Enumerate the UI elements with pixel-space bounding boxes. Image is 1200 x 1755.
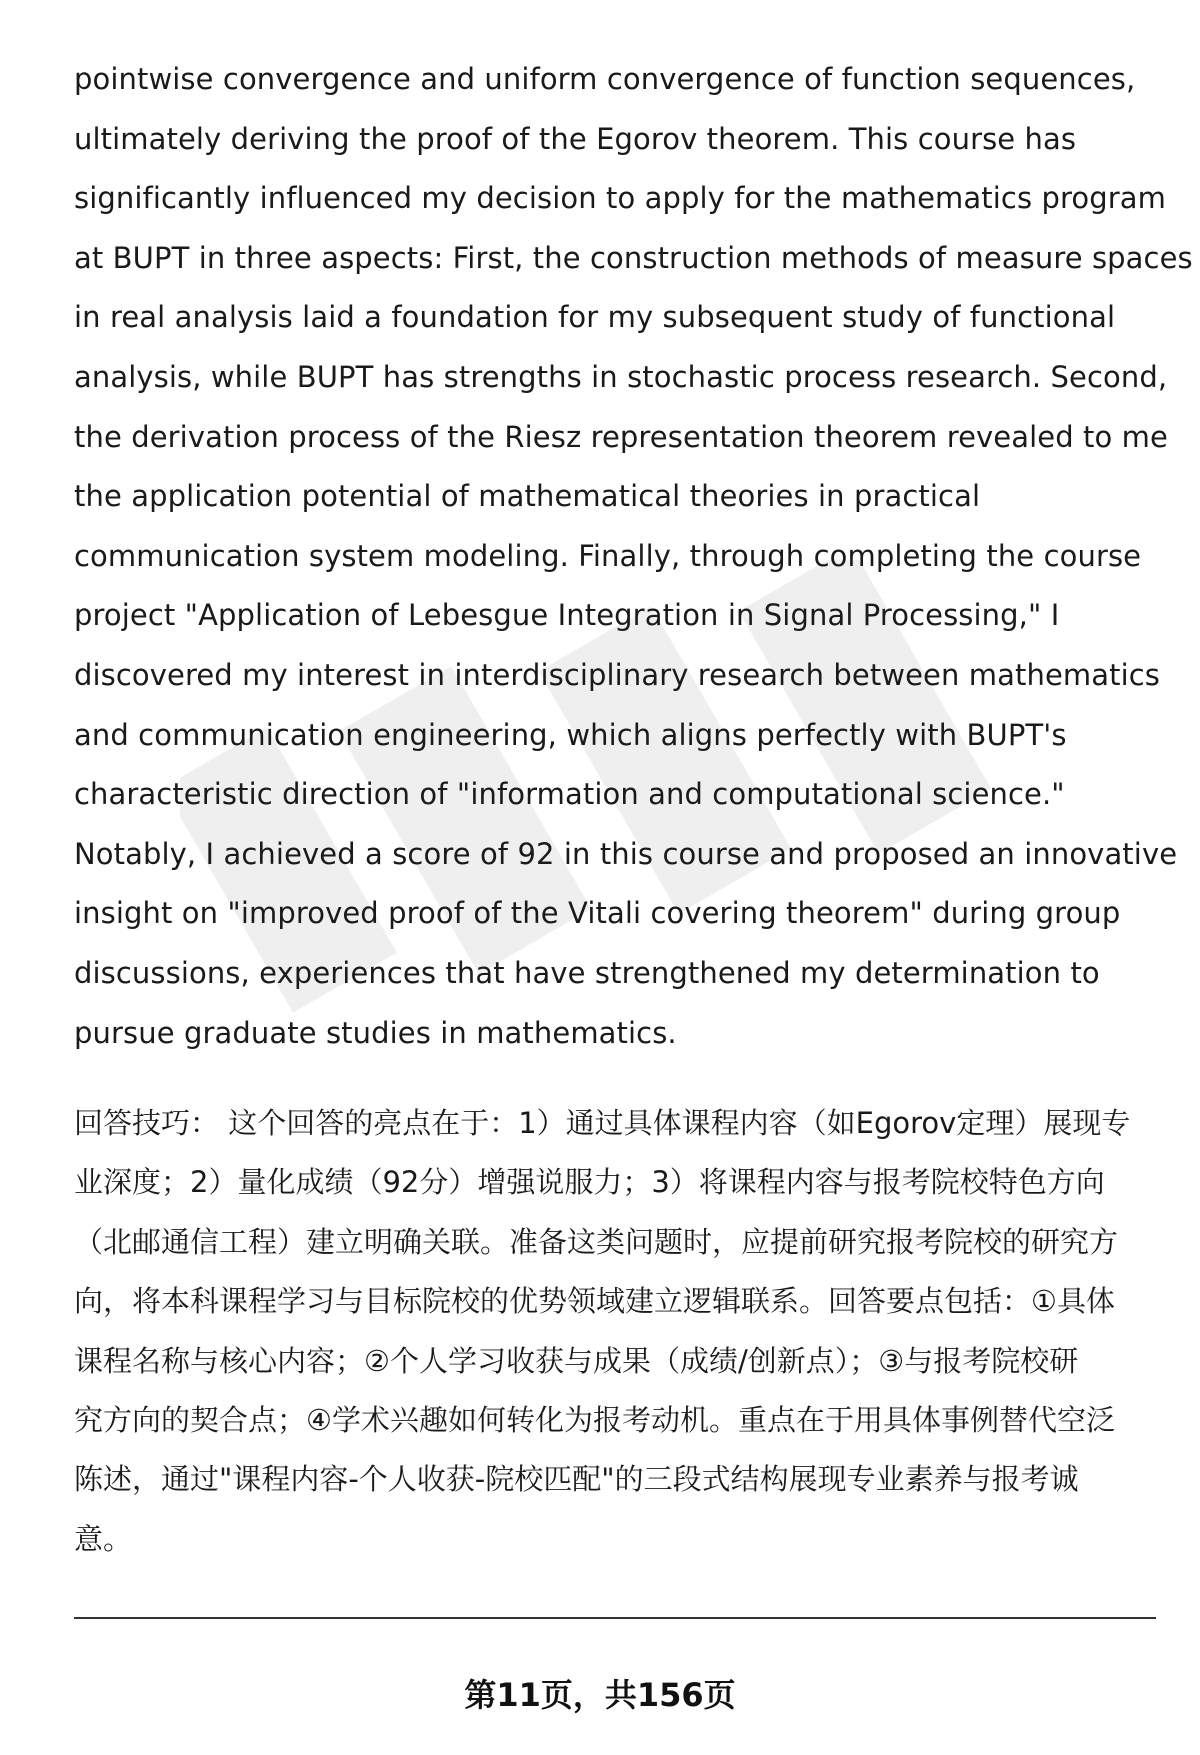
answer-line: pointwise convergence and uniform convergence of function sequences, [74,62,1136,96]
answer-line: the application potential of mathematical theories in practical [74,479,981,514]
tips-line: 究方向的契合点；④学术兴趣如何转化为报考动机。重点在于用具体事例替代空泛 [74,1403,1115,1438]
answer-line: insight on "improved proof of the Vitali covering theorem" during group [74,896,1121,931]
answer-line: significantly influenced my decision to apply for the mathematics program [74,181,1166,216]
answer-line: the derivation process of the Riesz representation theorem revealed to me [74,419,1168,454]
answer-paragraph [74,50,1193,1063]
answer-line: pursue graduate studies in mathematics. [74,1015,677,1050]
answer-line: discussions, experiences that have strengthened my determination to [74,955,1100,990]
footer-divider [74,1617,1156,1619]
tips-line: 陈述，通过"课程内容-个人收获-院校匹配"的三段式结构展现专业素养与报考诚 [74,1462,1079,1497]
tips-line: 回答技巧： 这个回答的亮点在于：1）通过具体课程内容（如Egorov定理）展现专 [74,1106,1131,1140]
answer-line: discovered my interest in interdisciplinary research between mathematics [74,657,1161,692]
page-number: 第11页，共156页 [464,1676,736,1714]
answer-line: project "Application of Lebesgue Integration in Signal Processing," I [74,598,1060,633]
answer-line: at BUPT in three aspects: First, the construction methods of measure spaces [74,240,1193,275]
answer-line: characteristic direction of "information and computational science." [74,777,1065,812]
tips-line: （北邮通信工程）建立明确关联。准备这类问题时，应提前研究报考院校的研究方 [74,1224,1119,1259]
tips-line: 意。 [74,1521,133,1556]
answer-tips-paragraph [74,1094,1154,1569]
answer-line: in real analysis laid a foundation for my subsequent study of functional [74,300,1116,335]
answer-line: analysis, while BUPT has strengths in stochastic process research. Second, [74,359,1168,394]
answer-line: communication system modeling. Finally, through completing the course [74,538,1142,573]
answer-line: ultimately deriving the proof of the Egorov theorem. This course has [74,121,1077,156]
answer-line: Notably, I achieved a score of 92 in this course and proposed an innovative [74,836,1178,871]
tips-line: 课程名称与核心内容；②个人学习收获与成果（成绩/创新点）；③与报考院校研 [74,1343,1079,1378]
tips-line: 向，将本科课程学习与目标院校的优势领域建立逻辑联系。回答要点包括：①具体 [74,1284,1115,1319]
tips-line: 业深度；2）量化成绩（92分）增强说服力；3）将课程内容与报考院校特色方向 [74,1165,1105,1200]
answer-line: and communication engineering, which aligns perfectly with BUPT's [74,717,1067,752]
